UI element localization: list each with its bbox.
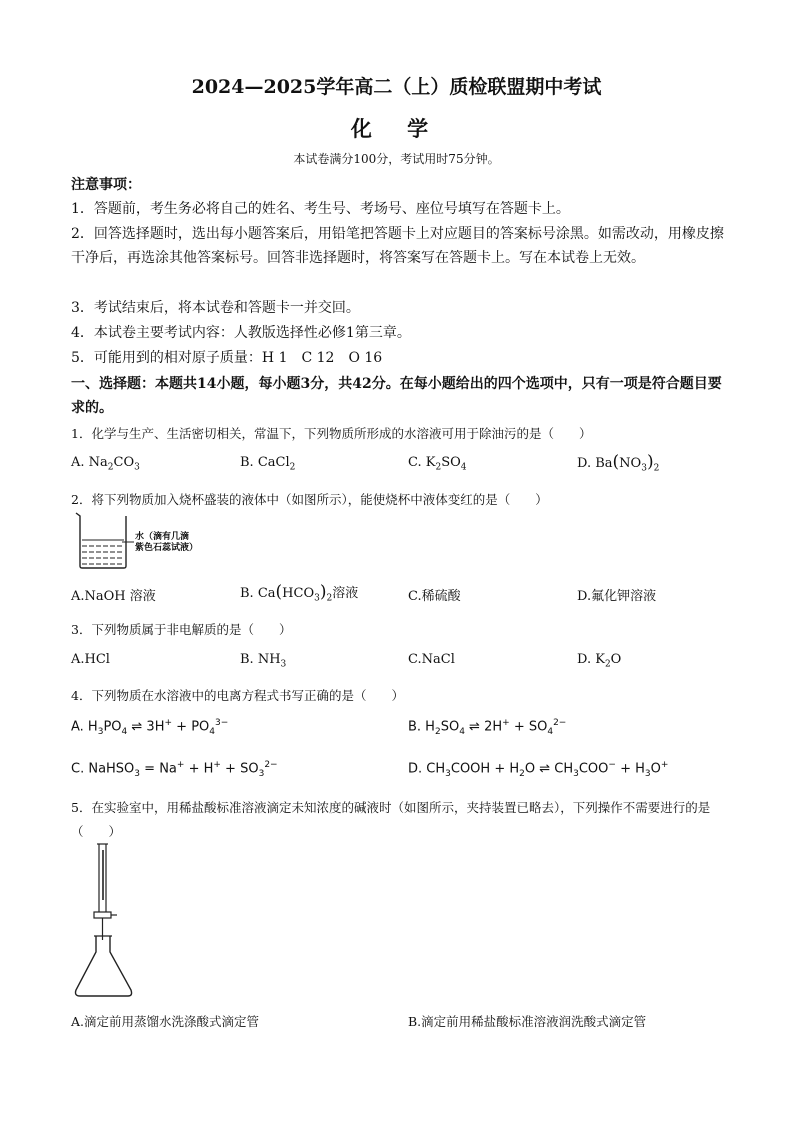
q4-option-d: D. $CH_3COOH + H_2O$ ⇌ $CH_3COO^- + H_3O^+$ — [408, 760, 669, 779]
q1-option-c: C. $K_2SO_4$ — [408, 455, 467, 473]
instruction-item: 4．本试卷主要考试内容：人教版选择性必修1第三章。 — [71, 325, 411, 341]
q2-option-d: D.氟化钾溶液 — [577, 589, 657, 604]
q3-option-a: A.HCl — [71, 652, 110, 667]
q1-option-b: B. CaCl$_2$ — [240, 455, 296, 473]
q4-option-a: A. $H_3PO_4$ ⇌ $3H^+ + PO_4^{3-}$ — [71, 718, 229, 737]
titration-figure — [70, 840, 140, 1002]
q3-option-c: C.NaCl — [408, 652, 455, 667]
question-1-stem: 1．化学与生产、生活密切相关，常温下，下列物质所形成的水溶液可用于除油污的是（ ） — [71, 426, 592, 441]
q4-option-c: C. NaHSO$_3$ = $Na^+ + H^+ + SO_3^{2-}$ — [71, 760, 278, 779]
q2-option-a: A.NaOH 溶液 — [71, 589, 156, 604]
instruction-item: 2．回答选择题时，选出每小题答案后，用铅笔把答题卡上对应题目的答案标号涂黑。如需改动，用橡皮擦干净后，再选涂其他答案标号。回答非选择题时，将答案写在答题卡上。写在本试卷上无效。 — [71, 226, 724, 266]
instruction-item: 3．考试结束后，将本试卷和答题卡一并交回。 — [71, 300, 360, 316]
q5-option-b: B.滴定前用稀盐酸标准溶液润洗酸式滴定管 — [408, 1014, 647, 1029]
q3-option-d: D. $K_2O$ — [577, 652, 622, 670]
subject-title: 化 学 — [350, 116, 443, 141]
exam-title: 2024—2025学年高二（上）质检联盟期中考试 — [191, 76, 602, 98]
exam-note: 本试卷满分100分，考试用时75分钟。 — [293, 152, 500, 166]
q1-option-a: A. $Na_2CO_3$ — [71, 455, 140, 473]
question-2-stem: 2．将下列物质加入烧杯盛装的液体中（如图所示），能使烧杯中液体变红的是（ ） — [71, 492, 548, 507]
question-3-stem: 3．下列物质属于非电解质的是（ ） — [71, 622, 292, 637]
q4-option-b: B. $H_2SO_4$ ⇌ $2H^+ + SO_4^{2-}$ — [408, 718, 567, 737]
section-heading: 一、选择题：本题共14小题，每小题3分，共42分。在每小题给出的四个选项中，只有一项是符合题目要求的。 — [71, 376, 722, 416]
question-4-stem: 4．下列物质在水溶液中的电离方程式书写正确的是（ ） — [71, 688, 404, 703]
q3-option-b: B. $NH_3$ — [240, 652, 287, 670]
instruction-item: 5．可能用到的相对原子质量：H 1 C 12 O 16 — [71, 350, 383, 366]
instructions-heading: 注意事项： — [71, 177, 141, 193]
question-5-stem: 5．在实验室中，用稀盐酸标准溶液滴定未知浓度的碱液时（如图所示，夹持装置已略去），下列操作不需要进行的是（ ） — [71, 800, 711, 839]
beaker-label-line: 紫色石蕊试液） — [135, 543, 199, 553]
q5-option-a: A.滴定前用蒸馏水洗涤酸式滴定管 — [71, 1014, 260, 1029]
instruction-item: 1．答题前，考生务必将自己的姓名、考生号、考场号、座位号填写在答题卡上。 — [71, 201, 570, 217]
q2-option-b-suffix: 溶液 — [332, 586, 359, 601]
beaker-label-line: 水（滴有几滴 — [135, 532, 190, 542]
q1-option-d: D. $Ba(NO_3)_2$ — [577, 452, 660, 474]
q2-option-c: C.稀硫酸 — [408, 589, 461, 604]
beaker-label — [135, 532, 198, 554]
q2-option-b: B. $Ca(HCO_3)_2$溶液 — [240, 582, 359, 604]
